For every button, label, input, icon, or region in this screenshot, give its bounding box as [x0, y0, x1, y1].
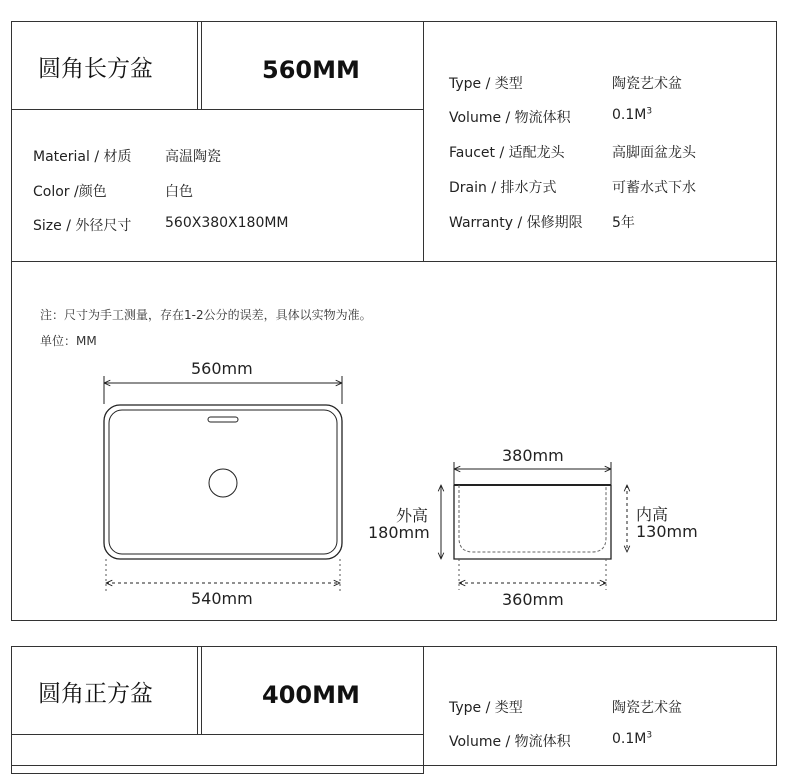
spec-label-type: Type / 类型 — [449, 76, 523, 92]
spec-value-volume-2: $0.1M^3$ — [612, 730, 653, 747]
volume-superscript: 3 — [646, 106, 653, 117]
measurement-note: 注：尺寸为手工测量，存在1-2公分的误差，具体以实物为准。 — [40, 308, 372, 322]
spec-label-faucet: Faucet / 适配龙头 — [449, 145, 565, 161]
product-name: 圆角长方盆 — [38, 56, 153, 82]
inner-height-caption: 内高 — [636, 505, 669, 524]
left-specs-cell-2 — [11, 734, 424, 774]
spec-value-faucet: 高脚面盆龙头 — [612, 145, 696, 161]
spec-value-drain: 可蓄水式下水 — [612, 180, 696, 196]
spec-label-drain: Drain / 排水方式 — [449, 180, 557, 196]
unit-label: 单位：MM — [40, 334, 97, 348]
outer-height-label: 180mm — [368, 523, 430, 542]
spec-label-material: Material / 材质 — [33, 149, 132, 165]
side-bottom-width-label: 360mm — [502, 590, 564, 609]
product-model-2: 400MM — [262, 681, 360, 709]
product-model: 560MM — [262, 56, 360, 84]
bottom-width-label: 540mm — [191, 589, 253, 608]
spec-value-type-2: 陶瓷艺术盆 — [612, 700, 682, 716]
spec-label-warranty: Warranty / 保修期限 — [449, 215, 583, 231]
spec-value-material: 高温陶瓷 — [165, 149, 221, 165]
spec-label-type-2: Type / 类型 — [449, 700, 523, 716]
spec-value-warranty: 5年 — [612, 215, 635, 231]
spec-value-color: 白色 — [165, 184, 193, 200]
spec-value-type: 陶瓷艺术盆 — [612, 76, 682, 92]
spec-label-color: Color /颜色 — [33, 184, 107, 200]
spec-label-size: Size / 外径尺寸 — [33, 218, 132, 234]
product-name-2: 圆角正方盆 — [38, 681, 153, 707]
side-top-width-label: 380mm — [502, 446, 564, 465]
outer-height-caption: 外高 — [396, 506, 429, 525]
spec-value-size: 560X380X180MM — [165, 215, 289, 231]
inner-height-label: 130mm — [636, 522, 698, 541]
spec-label-volume: Volume / 物流体积 — [449, 110, 571, 126]
volume-superscript-2: 3 — [646, 730, 653, 741]
spec-value-volume: $0.1M^3$ — [612, 106, 653, 123]
spec-label-volume-2: Volume / 物流体积 — [449, 734, 571, 750]
top-width-label: 560mm — [191, 359, 253, 378]
